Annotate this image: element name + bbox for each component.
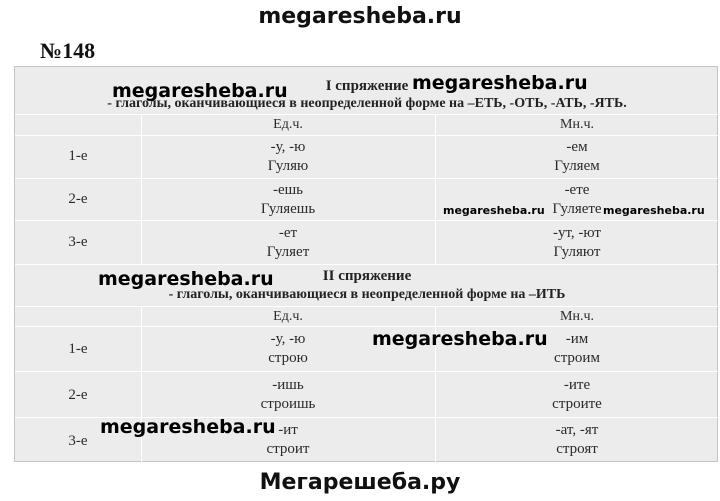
column-header-plural: Мн.ч. bbox=[560, 117, 594, 132]
ending-cell: -ешь bbox=[272, 182, 304, 198]
example-word: строит bbox=[266, 441, 310, 457]
column-header-singular: Ед.ч. bbox=[273, 117, 303, 132]
ending-cell: -у, -ю bbox=[270, 139, 306, 155]
example-word: строите bbox=[552, 396, 602, 412]
ending-cell: -ете bbox=[564, 182, 590, 198]
example-word: строят bbox=[556, 441, 598, 457]
person-label: 2-е bbox=[68, 191, 88, 207]
watermark: megaresheba.ru bbox=[98, 268, 274, 290]
ending-cell: -ет bbox=[278, 225, 298, 241]
example-word: строишь bbox=[260, 396, 316, 412]
person-label: 1-е bbox=[68, 341, 88, 357]
ending-cell: -ут, -ют bbox=[553, 225, 601, 241]
example-word: Гуляем bbox=[554, 158, 600, 174]
conjugation-2-title: II спряжение bbox=[322, 268, 412, 284]
ending-cell: -ите bbox=[563, 377, 591, 393]
conjugation-1-description: - глаголы, оканчивающиеся в неопределенной форме на –ЕТЬ, -ОТЬ, -АТЬ, -ЯТЬ. bbox=[107, 96, 627, 111]
ending-cell: -ат, -ят bbox=[555, 422, 599, 438]
column-header-plural: Мн.ч. bbox=[560, 309, 594, 324]
watermark: megaresheba.ru bbox=[412, 72, 588, 94]
example-word: строим bbox=[554, 350, 600, 366]
person-label: 3-е bbox=[68, 433, 88, 449]
site-header: megaresheba.ru bbox=[258, 4, 462, 29]
watermark: megaresheba.ru bbox=[603, 204, 705, 217]
example-word: Гуляешь bbox=[260, 201, 316, 217]
ending-cell: -у, -ю bbox=[270, 331, 306, 347]
example-word: Гуляет bbox=[266, 244, 310, 260]
person-label: 2-е bbox=[68, 387, 88, 403]
watermark: megaresheba.ru bbox=[100, 416, 276, 438]
example-word: Гуляете bbox=[552, 201, 602, 217]
site-footer: Мегарешеба.ру bbox=[259, 470, 461, 495]
ending-cell: -ишь bbox=[272, 377, 304, 393]
person-label: 1-е bbox=[68, 148, 88, 164]
conjugation-table bbox=[14, 66, 718, 462]
example-word: Гуляют bbox=[553, 244, 601, 260]
conjugation-1-title: I спряжение bbox=[325, 78, 409, 94]
watermark: megaresheba.ru bbox=[372, 328, 548, 350]
ending-cell: -ит bbox=[278, 422, 298, 438]
watermark: megaresheba.ru bbox=[112, 80, 288, 102]
example-word: Гуляю bbox=[267, 158, 309, 174]
example-word: строю bbox=[268, 350, 308, 366]
column-header-singular: Ед.ч. bbox=[273, 309, 303, 324]
conjugation-2-description: - глаголы, оканчивающиеся в неопределенной форме на –ИТЬ bbox=[168, 287, 566, 302]
person-label: 3-е bbox=[68, 234, 88, 250]
task-number: №148 bbox=[40, 38, 96, 63]
watermark: megaresheba.ru bbox=[443, 204, 545, 217]
ending-cell: -им bbox=[565, 331, 589, 347]
ending-cell: -ем bbox=[566, 139, 588, 155]
